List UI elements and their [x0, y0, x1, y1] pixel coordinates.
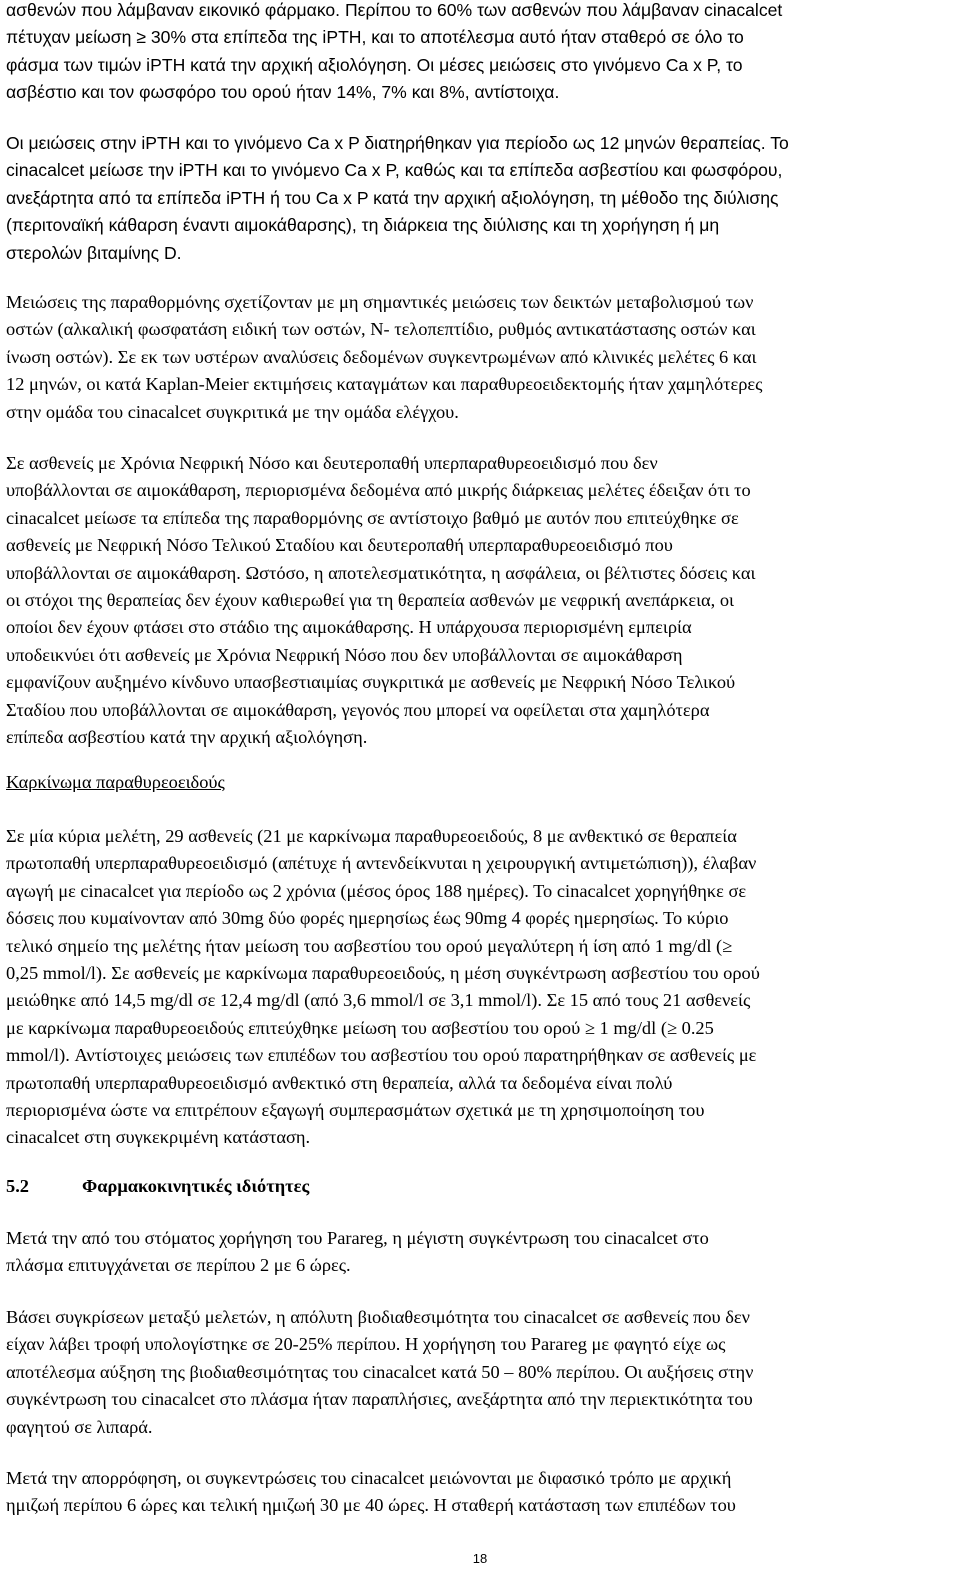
text-line: οστών (αλκαλική φωσφατάση ειδική των οστών, Ν- τελοπεπτίδιο, ρυθμός αντικατάστασης οστών και — [6, 319, 756, 340]
text-line: υποδεικνύει ότι ασθενείς με Χρόνια Νεφρική Νόσο που δεν υποβάλλονται σε αιμοκάθαρση — [6, 644, 683, 665]
text-line: οποίοι δεν έχουν φτάσει στο στάδιο της αιμοκάθαρσης. Η υπάρχουσα περιορισμένη εμπειρία — [6, 617, 692, 638]
section-title: Φαρμακοκινητικές ιδιότητες — [82, 1176, 310, 1196]
text-line: συγκέντρωση του cinacalcet στο πλάσμα ήταν παραπλήσιες, ανεξάρτητα από την περιεκτικότητα του — [6, 1389, 753, 1410]
text-line: cinacalcet στη συγκεκριμένη κατάσταση. — [6, 1127, 311, 1148]
text-line: πρωτοπαθή υπερπαραθυρεοειδισμό (απέτυχε ή αντενδείκνυται η χειρουργική αντιμετώπιση)), έλαβαν — [6, 853, 757, 874]
section-number: 5.2 — [6, 1176, 29, 1196]
text-line: στερολών βιταμίνης D. — [6, 242, 182, 263]
paragraph-bone-markers — [6, 289, 948, 426]
text-line: Σταδίου που υποβάλλονται σε αιμοκάθαρση, γεγονός που μπορεί να οφείλεται στα χαμηλότερα — [6, 699, 710, 720]
text-line: πρωτοπαθή υπερπαραθυρεοειδισμό ανθεκτικό στη θεραπεία, αλλά τα δεδομένα είναι πολύ — [6, 1072, 673, 1093]
text-line: πλάσμα επιτυγχάνεται σε περίπου 2 με 6 ώρες. — [6, 1255, 351, 1276]
text-line: είχαν λάβει τροφή υπολογίστηκε σε 20-25% περίπου. Η χορήγηση του Parareg με φαγητό είχε ως — [6, 1334, 726, 1355]
text-line: ασθενών που λάμβαναν εικονικό φάρμακο. Περίπου το 60% των ασθενών που λάμβαναν cinacalcet — [6, 0, 783, 20]
text-line: ασθενείς με Νεφρική Νόσο Τελικού Σταδίου και δευτεροπαθή υπερπαραθυρεοειδισμό που — [6, 535, 673, 556]
section-heading — [6, 1173, 309, 1200]
text-line: φαγητού σε λιπαρά. — [6, 1416, 153, 1437]
text-line: ημιζωή περίπου 6 ώρες και τελική ημιζωή 30 με 40 ώρες. Η σταθερή κατάσταση των επιπέδων του — [6, 1495, 736, 1516]
paragraph-parathyroid-carcinoma — [6, 823, 948, 1152]
text-line: Μειώσεις της παραθορμόνης σχετίζονταν με μη σημαντικές μειώσεις των δεικτών μεταβολισμού των — [6, 292, 754, 312]
text-line: πέτυχαν μείωση ≥ 30% στα επίπεδα της iPTH, και το αποτέλεσμα αυτό ήταν σταθερό σε όλο το — [6, 27, 744, 48]
text-line: αγωγή με cinacalcet για περίοδο ως 2 χρόνια (μέσος όρος 188 ημέρες). Το cinacalcet χορηγήθηκε σε — [6, 880, 747, 901]
text-line: ασβέστιο και τον φωσφόρο του ορού ήταν 14%, 7% και 8%, αντίστοιχα. — [6, 82, 560, 103]
text-line: ίνωση οστών). Σε εκ των υστέρων αναλύσεις δεδομένων συγκεντρωμένων από κλινικές μελέτες 6 και — [6, 346, 757, 367]
paragraph-elimination — [6, 1465, 948, 1520]
paragraph-ckd-non-dialysis — [6, 450, 948, 751]
text-line: με καρκίνωμα παραθυρεοειδούς επιτεύχθηκε μείωση του ασβεστίου του ορού ≥ 1 mg/dl (≥ 0.25 — [6, 1017, 714, 1038]
text-line: 0,25 mmol/l). Σε ασθενείς με καρκίνωμα παραθυρεοειδούς, η μέση συγκέντρωση ασβεστίου του ορού — [6, 963, 760, 984]
paragraph-absorption-peak — [6, 1225, 948, 1280]
text-line: Σε ασθενείς με Χρόνια Νεφρική Νόσο και δευτεροπαθή υπερπαραθυρεοειδισμό που δεν — [6, 453, 658, 473]
text-line: ανεξάρτητα από τα επίπεδα iPTH ή του Ca x P κατά την αρχική αξιολόγηση, τη μέθοδο της διύλισης — [6, 187, 779, 208]
text-line: Μετά την από του στόματος χορήγηση του Parareg, η μέγιστη συγκέντρωση του cinacalcet στο — [6, 1228, 709, 1248]
text-line: cinacalcet μείωσε την iPTH και το γινόμενο Ca x P, καθώς και τα επίπεδα ασβεστίου και φωσφόρου, — [6, 160, 783, 181]
text-line: cinacalcet μείωσε τα επίπεδα της παραθορμόνης σε αντίστοιχο βαθμό με αυτόν που επιτεύχθηκε σε — [6, 507, 739, 528]
paragraph-efficacy-results — [6, 0, 948, 107]
text-line: Μετά την απορρόφηση, οι συγκεντρώσεις του cinacalcet μειώνονται με διφασικό τρόπο με αρχική — [6, 1468, 732, 1488]
text-line: (περιτοναϊκή κάθαρση έναντι αιμοκάθαρσης), τη διάρκεια της διύλισης και τη χορήγηση ή μη — [6, 215, 720, 236]
text-line: δόσεις που κυμαίνονταν από 30mg δύο φορές ημερησίως έως 90mg 4 φορές ημερησίως. Το κύριο — [6, 908, 729, 929]
text-line: οι στόχοι της θεραπείας δεν έχουν καθιερωθεί για τη θεραπεία ασθενών με νεφρική ανεπάρκεια, οι — [6, 590, 735, 611]
text-line: εμφανίζουν αυξημένο κίνδυνο υπασβεστιαιμίας συγκριτικά με ασθενείς με Νεφρική Νόσο Τελικού — [6, 672, 736, 693]
text-line: Σε μία κύρια μελέτη, 29 ασθενείς (21 με καρκίνωμα παραθυρεοειδούς, 8 με ανθεκτικό σε θεραπεία — [6, 826, 737, 846]
paragraph-maintained-reductions — [6, 130, 948, 267]
text-line: στην ομάδα του cinacalcet συγκριτικά με την ομάδα ελέγχου. — [6, 401, 459, 422]
paragraph-bioavailability — [6, 1304, 948, 1441]
page-number: 18 — [472, 1551, 488, 1566]
text-line: 12 μηνών, οι κατά Kaplan-Meier εκτιμήσεις καταγμάτων και παραθυρεοειδεκτομής ήταν χαμηλότερες — [6, 374, 763, 395]
text-line: επίπεδα ασβεστίου κατά την αρχική αξιολόγηση. — [6, 727, 368, 748]
text-line: μειώθηκε από 14,5 mg/dl σε 12,4 mg/dl (από 3,6 mmol/l σε 3,1 mmol/l). Σε 15 από τους 21 ασθενείς — [6, 990, 751, 1011]
subheading-parathyroid-carcinoma: Καρκίνωμα παραθυρεοειδούς — [6, 772, 225, 792]
text-line: φάσμα των τιμών iPTH κατά την αρχική αξιολόγηση. Οι μέσες μειώσεις στο γινόμενο Ca x P, το — [6, 54, 743, 75]
text-line: υποβάλλονται σε αιμοκάθαρση, περιορισμένα δεδομένα από μικρής διάρκειας μελέτες έδειξαν ότι το — [6, 480, 751, 501]
text-line: Οι μειώσεις στην iPTH και το γινόμενο Ca x P διατηρήθηκαν για περίοδο ως 12 μηνών θεραπείας. Το — [6, 133, 789, 153]
text-line: περιορισμένα ώστε να επιτρέπουν εξαγωγή συμπερασμάτων σχετικά με τη χρησιμοποίηση του — [6, 1100, 705, 1121]
text-line: υποβάλλονται σε αιμοκάθαρση. Ωστόσο, η αποτελεσματικότητα, η ασφάλεια, οι βέλτιστες δόσεις και — [6, 562, 756, 583]
text-line: τελικό σημείο της μελέτης ήταν μείωση του ασβεστίου του ορού μεγαλύτερη ή ίση από 1 mg/dl (≥ — [6, 935, 733, 956]
text-line: Βάσει συγκρίσεων μεταξύ μελετών, η απόλυτη βιοδιαθεσιμότητα του cinacalcet σε ασθενείς που δεν — [6, 1307, 750, 1327]
text-line: αποτέλεσμα αύξηση της βιοδιαθεσιμότητας του cinacalcet κατά 50 – 80% περίπου. Οι αυξήσεις στην — [6, 1361, 754, 1382]
text-line: mmol/l). Αντίστοιχες μειώσεις των επιπέδων του ασβεστίου του ορού παρατηρήθηκαν σε ασθενείς με — [6, 1045, 757, 1066]
